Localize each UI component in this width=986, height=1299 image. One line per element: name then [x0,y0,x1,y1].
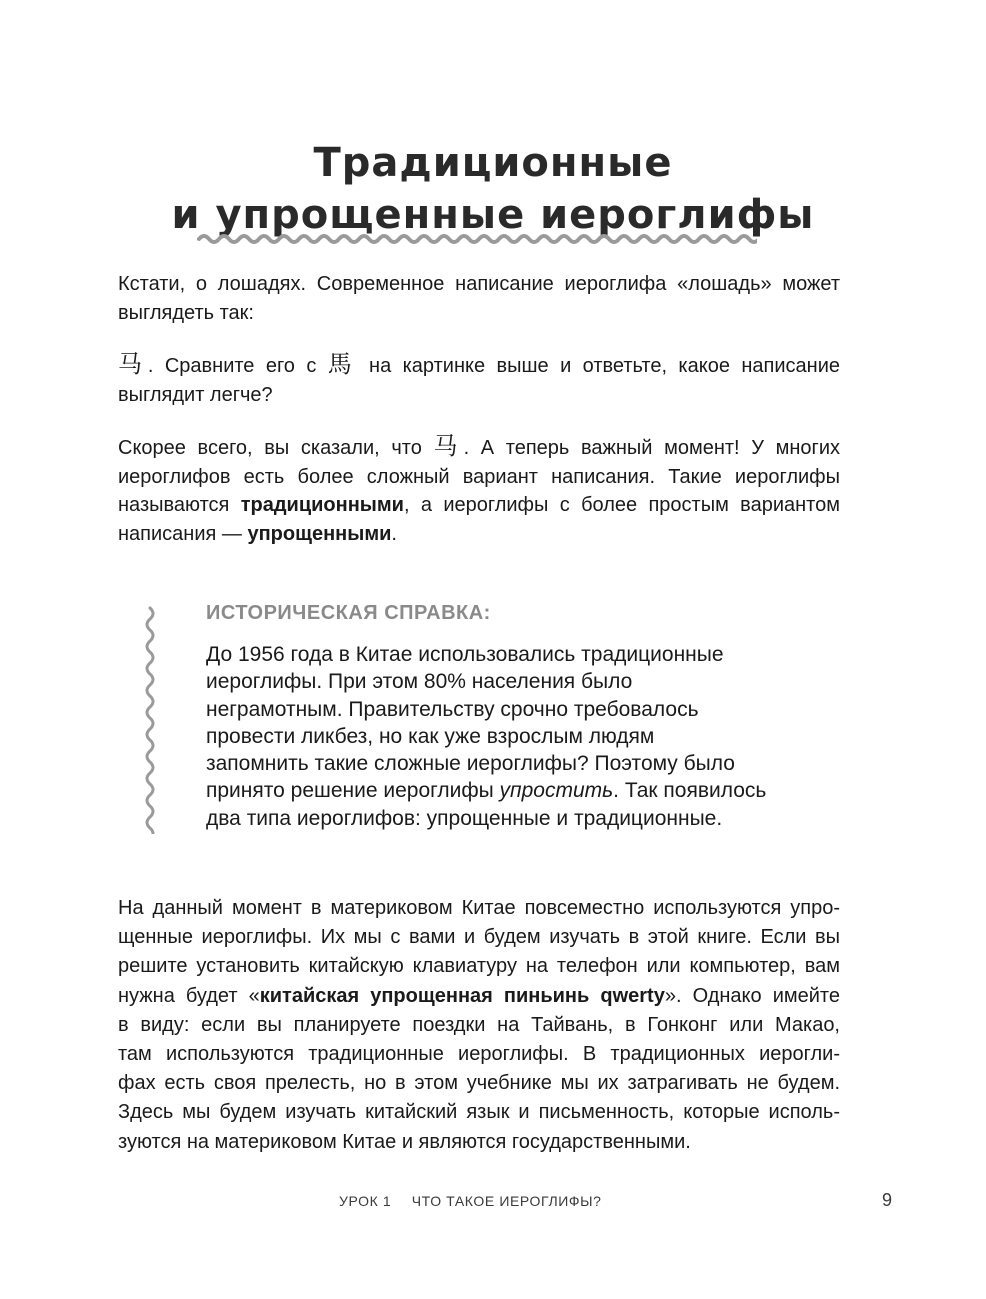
paragraph-line [118,491,840,520]
text-span: . [391,522,397,545]
text-span: . А теперь важный момент! У многих [463,437,840,459]
paragraph-line: там используются традиционные иероглифы. В традиционных иерогли- [118,1043,840,1066]
paragraph-line: фах есть своя прелесть, но в этом учебнике мы их затрагивать не будем. [118,1072,840,1095]
page-title-line-2: и упрощенные иероглифы [171,192,815,238]
historical-note-heading: ИСТОРИЧЕСКАЯ СПРАВКА: [206,602,491,624]
term-simplified: упрощенными [247,522,392,545]
title-wave-divider [197,232,757,246]
historical-note-text [206,641,806,832]
paragraph-line: На данный момент в материковом Китае повсеместно используются упро- [118,897,840,919]
hanzi-horse-simplified: 马 [433,432,464,460]
text-span: . Так появилось [613,779,767,803]
note-line [206,777,806,804]
text-span: нужна будет « [118,984,260,1007]
text-span: . Сравните его с [147,355,328,377]
note-line: запомнить такие сложные иероглифы? Поэтому было [206,752,735,776]
note-line: неграмотным. Правительству срочно требовалось [206,697,699,721]
note-line: До 1956 года в Китае использовались традиционные [206,643,724,666]
paragraph-line: иероглифов есть более сложный вариант написания. Такие иероглифы [118,465,840,488]
paragraph-line: решите установить китайскую клавиатуру на телефон или компьютер, вам [118,955,840,978]
hanzi-horse-simplified: 马 [118,350,148,378]
paragraph-compare [118,350,840,409]
note-wave-border [140,606,160,834]
text-span: ». Однако имейте [664,984,840,1007]
paragraph-line: щенные иероглифы. Их мы с вами и будем изучать в этой книге. Если вы [118,926,840,949]
paragraph-line: выглядит легче? [118,383,273,406]
emphasis-simplify: упростить [499,779,614,803]
paragraph-line [118,520,840,549]
paragraph-mainland-china [118,894,840,1157]
page-title-line-1: Традиционные [313,140,673,186]
note-line: провести ликбез, но как уже взрослым людям [206,724,655,748]
paragraph-line [118,432,840,463]
footer-chapter: ЧТО ТАКОЕ ИЕРОГЛИФЫ? [411,1193,602,1209]
paragraph-intro [118,270,840,327]
text-span: называются [118,494,241,516]
paragraph-line: в виду: если вы планируете поездки на Тайвань, в Гонконг или Макао, [118,1013,840,1036]
note-line: иероглифы. При этом 80% населения было [206,670,633,694]
page-number: 9 [882,1190,893,1210]
paragraph-line [118,982,840,1011]
text-span: Скорее всего, вы сказали, что [118,437,434,459]
paragraph-line [118,350,840,381]
paragraph-line: зуются на материковом Китае и являются государственными. [118,1130,691,1153]
page-footer [339,1193,618,1209]
footer-lesson: УРОК 1 [339,1193,392,1209]
paragraph-traditional-simplified [118,432,840,548]
term-traditional: традиционными [240,494,404,516]
paragraph-line: выглядеть так: [118,301,254,324]
paragraph-line: Кстати, о лошадях. Современное написание иероглифа «лошадь» может [118,273,840,295]
text-span: принято решение иероглифы [206,779,500,803]
text-span: написания — [118,522,248,545]
hanzi-horse-traditional: 馬 [327,350,358,378]
keyboard-name: китайская упрощенная пиньинь qwerty [259,984,665,1007]
text-span: на картинке выше и ответьте, какое написание [357,355,840,377]
text-span: , а иероглифы с более простым вариантом [403,494,840,516]
paragraph-line: Здесь мы будем изучать китайский язык и письменность, которые исполь- [118,1101,840,1124]
note-line: два типа иероглифов: упрощенные и традиционные. [206,806,723,830]
